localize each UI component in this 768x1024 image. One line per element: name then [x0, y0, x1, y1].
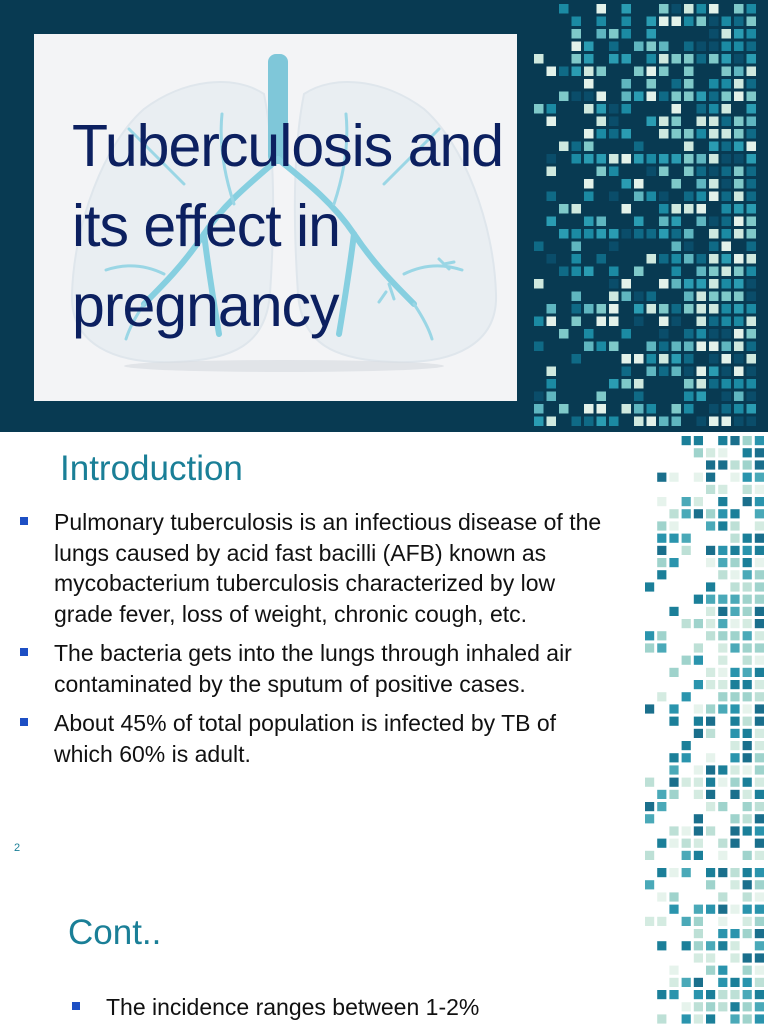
square-bullet-icon [20, 517, 28, 525]
continuation-slide [0, 864, 768, 1024]
introduction-slide [0, 432, 768, 864]
square-bullet-icon [72, 1002, 80, 1010]
bullet-text: The bacteria gets into the lungs through inhaled air contaminated by the sputum of positive cases. [54, 640, 572, 697]
bullet-text: The incidence ranges between 1-2% [106, 994, 480, 1020]
bullet-text: About 45% of total population is infected by TB of which 60% is adult. [54, 710, 557, 767]
square-bullet-icon [20, 718, 28, 726]
title-panel [34, 34, 517, 401]
bullet-item [72, 992, 632, 1023]
slide-number: 2 [14, 842, 21, 854]
bullet-item [20, 708, 610, 769]
bullet-item [20, 638, 610, 699]
slide-heading: Introduction [60, 449, 243, 488]
square-bullet-icon [20, 648, 28, 656]
bullet-text: Pulmonary tuberculosis is an infectious disease of the lungs caused by acid fast bacilli (AFB) known as mycobacterium tuberculosis characterized by low grade fever, loss of weight, chronic cough, etc. [54, 509, 602, 627]
bullet-list [72, 992, 632, 1024]
presentation-title: Tuberculosis and its effect in pregnancy [72, 113, 504, 339]
bullet-item [20, 507, 610, 629]
title-slide [0, 0, 768, 432]
bullet-list [20, 507, 610, 778]
slide-heading: Cont.. [68, 913, 162, 952]
